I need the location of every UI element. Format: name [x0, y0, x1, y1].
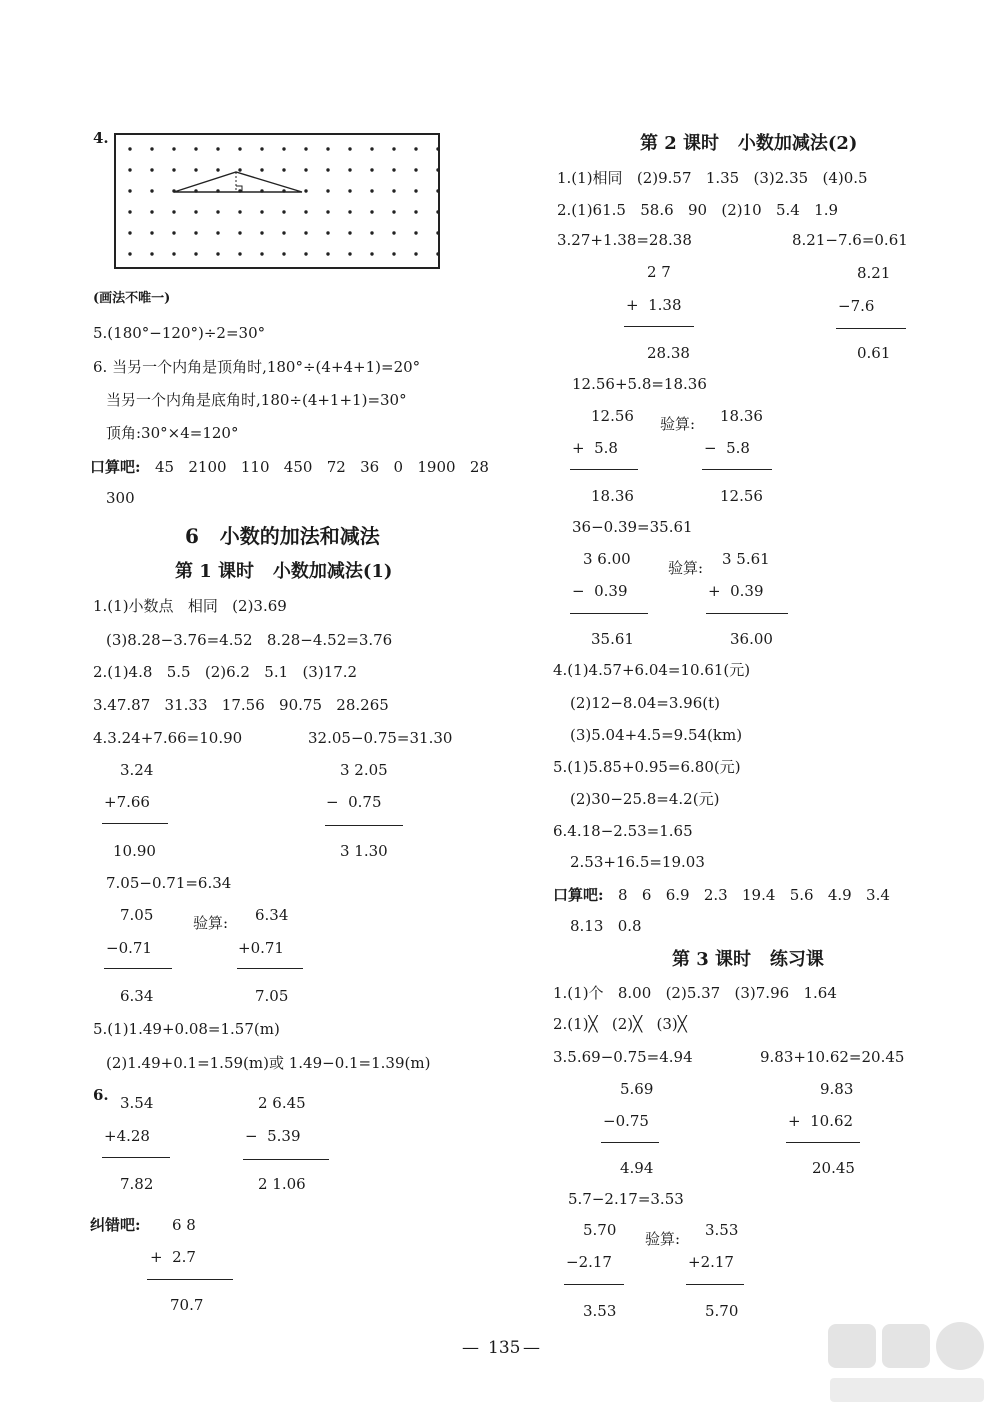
- grid-dot: [282, 252, 285, 255]
- grid-dot: [326, 231, 329, 234]
- grid-dot: [370, 147, 373, 150]
- vertical-4-rule: [237, 968, 303, 969]
- grid-dot: [370, 252, 373, 255]
- kousuan-values-left: 45 2100 110 450 72 36 0 1900 28: [155, 458, 489, 476]
- l2-q2: 2.(1)61.5 58.6 90 (2)10 5.4 1.9: [557, 201, 839, 219]
- s-vertical-1-mid: −0.75: [603, 1112, 649, 1130]
- watermark-tile-3: [936, 1322, 984, 1370]
- l2-q5-b: (2)30−25.8=4.2(元): [570, 790, 720, 808]
- grid-dot: [414, 168, 417, 171]
- vertical-1-result: 10.90: [113, 842, 156, 860]
- watermark-band: [830, 1378, 984, 1402]
- grid-dot: [216, 231, 219, 234]
- s-vertical-3-mid: −2.17: [566, 1253, 612, 1271]
- grid-dot: [348, 252, 351, 255]
- l2-eq4: 36−0.39=35.61: [572, 518, 693, 536]
- vertical-5-result: 7.82: [120, 1175, 154, 1193]
- l3-q3-eq2: 9.83+10.62=20.45: [760, 1048, 905, 1066]
- vertical-3-mid: −0.71: [106, 939, 152, 957]
- grid-dot: [128, 189, 131, 192]
- vertical-4-top: 6.34: [255, 906, 289, 924]
- grid-dot: [150, 252, 153, 255]
- grid-dot: [414, 252, 417, 255]
- l3-q1: 1.(1)个 8.00 (2)5.37 (3)7.96 1.64: [553, 984, 837, 1002]
- vertical-5-rule: [102, 1157, 170, 1158]
- r-vertical-5-top: 3 6.00: [583, 550, 631, 568]
- grid-dot: [238, 210, 241, 213]
- jiucuo-label: 纠错吧:: [90, 1216, 141, 1234]
- page-number-dash-right: —: [523, 1338, 540, 1358]
- grid-dot: [370, 210, 373, 213]
- lesson1-title: 第 1 课时 小数加减法(1): [175, 561, 393, 582]
- grid-dot: [436, 252, 438, 255]
- vertical-7-rule: [147, 1279, 233, 1280]
- s-vertical-3-result: 3.53: [583, 1302, 617, 1320]
- q6-line1: 6. 当另一个内角是顶角时,180°÷(4+4+1)=20°: [93, 358, 421, 376]
- grid-dot: [326, 147, 329, 150]
- grid-dot: [414, 210, 417, 213]
- vertical-2-result: 3 1.30: [340, 842, 388, 860]
- vertical-4-result: 7.05: [255, 987, 289, 1005]
- grid-dot: [304, 168, 307, 171]
- vertical-2-top: 3 2.05: [340, 761, 388, 779]
- grid-dot: [392, 168, 395, 171]
- watermark-tile-1: [828, 1324, 876, 1368]
- l2-q4-b: (2)12−8.04=3.96(t): [570, 694, 720, 712]
- r-vertical-3-top: 12.56: [591, 407, 634, 425]
- vertical-2-mid: − 0.75: [326, 793, 382, 811]
- watermark-logo: [824, 1318, 990, 1408]
- l2-q4-c: (3)5.04+4.5=9.54(km): [570, 726, 743, 744]
- grid-dot: [172, 252, 175, 255]
- s-vertical-2-result: 20.45: [812, 1159, 855, 1177]
- r-vertical-2-top: 8.21: [857, 264, 891, 282]
- page-number-dash-left: —: [462, 1338, 479, 1358]
- vertical-7-mid: + 2.7: [150, 1248, 196, 1266]
- grid-dot: [216, 168, 219, 171]
- grid-dot: [348, 231, 351, 234]
- s-vertical-1-top: 5.69: [620, 1080, 654, 1098]
- grid-dot: [348, 210, 351, 213]
- vertical-7-top: 6 8: [172, 1216, 196, 1234]
- grid-dot: [128, 252, 131, 255]
- r-vertical-5-result: 35.61: [591, 630, 634, 648]
- r-vertical-1-result: 28.38: [647, 344, 690, 362]
- l1-q1-a: 1.(1)小数点 相同 (2)3.69: [93, 597, 287, 615]
- l3-q2: 2.(1)╳ (2)╳ (3)╳: [553, 1015, 687, 1033]
- lesson2-title: 第 2 课时 小数加减法(2): [640, 133, 858, 154]
- page-number: 135: [488, 1338, 521, 1358]
- kousuan-label-right: 口算吧:: [553, 886, 604, 904]
- grid-dot: [304, 252, 307, 255]
- r-vertical-4-mid: − 5.8: [704, 439, 750, 457]
- grid-dot: [128, 231, 131, 234]
- vertical-2-rule: [325, 825, 403, 826]
- vertical-5-top: 3.54: [120, 1094, 154, 1112]
- grid-dot: [260, 210, 263, 213]
- check-label-r3: 验算:: [645, 1230, 681, 1248]
- r-vertical-4-top: 18.36: [720, 407, 763, 425]
- check-label-left: 验算:: [193, 914, 229, 932]
- s-vertical-1-rule: [601, 1142, 659, 1143]
- r-vertical-3-rule: [570, 469, 638, 470]
- r-vertical-2-rule: [836, 328, 906, 329]
- vertical-6-rule: [243, 1159, 329, 1160]
- r-vertical-6-rule: [706, 613, 788, 614]
- r-vertical-5-mid: − 0.39: [572, 582, 628, 600]
- vertical-6-top: 2 6.45: [258, 1094, 306, 1112]
- vertical-7-result: 70.7: [170, 1296, 204, 1314]
- grid-dot: [436, 189, 438, 192]
- l2-q3-eq1: 3.27+1.38=28.38: [557, 231, 692, 249]
- grid-dot: [326, 252, 329, 255]
- vertical-1-top: 3.24: [120, 761, 154, 779]
- grid-dot: [194, 168, 197, 171]
- grid-dot: [216, 147, 219, 150]
- vertical-6-mid: − 5.39: [245, 1127, 301, 1145]
- l2-q6-a: 6.4.18−2.53=1.65: [553, 822, 693, 840]
- q6-line3: 顶角:30°×4=120°: [106, 424, 239, 442]
- grid-dot: [150, 189, 153, 192]
- grid-dot: [194, 210, 197, 213]
- r-vertical-1-top: 2 7: [647, 263, 671, 281]
- r-vertical-1-rule: [624, 326, 694, 327]
- dot-grid-figure: [114, 133, 440, 269]
- l2-q5-a: 5.(1)5.85+0.95=6.80(元): [553, 758, 741, 776]
- kousuan-values-right-2: 8.13 0.8: [570, 917, 642, 935]
- s-vertical-3-top: 5.70: [583, 1221, 617, 1239]
- grid-dot: [392, 231, 395, 234]
- l3-eq5: 5.7−2.17=3.53: [568, 1190, 684, 1208]
- grid-dot: [304, 147, 307, 150]
- grid-dot: [172, 147, 175, 150]
- s-vertical-2-mid: + 10.62: [788, 1112, 854, 1130]
- vertical-3-result: 6.34: [120, 987, 154, 1005]
- grid-dot: [260, 168, 263, 171]
- s-vertical-1-result: 4.94: [620, 1159, 654, 1177]
- q5-text: 5.(180°−120°)÷2=30°: [93, 324, 266, 342]
- grid-dot: [150, 168, 153, 171]
- vertical-3-top: 7.05: [120, 906, 154, 924]
- grid-dot: [282, 147, 285, 150]
- grid-dot: [326, 168, 329, 171]
- s-vertical-4-top: 3.53: [705, 1221, 739, 1239]
- r-vertical-3-result: 18.36: [591, 487, 634, 505]
- r-vertical-2-result: 0.61: [857, 344, 891, 362]
- r-vertical-2-mid: −7.6: [838, 297, 875, 315]
- l1-q5-b: (2)1.49+0.1=1.59(m)或 1.49−0.1=1.39(m): [106, 1054, 431, 1072]
- l1-q2: 2.(1)4.8 5.5 (2)6.2 5.1 (3)17.2: [93, 663, 358, 681]
- grid-dot: [238, 252, 241, 255]
- r-vertical-6-result: 36.00: [730, 630, 773, 648]
- grid-dot: [216, 210, 219, 213]
- grid-dot: [436, 231, 438, 234]
- grid-dot: [282, 231, 285, 234]
- q4-note: (画法不唯一): [93, 291, 171, 306]
- grid-dot: [370, 189, 373, 192]
- r-vertical-6-top: 3 5.61: [722, 550, 770, 568]
- grid-dot: [414, 189, 417, 192]
- grid-dot: [260, 252, 263, 255]
- isosceles-triangle: [174, 172, 302, 192]
- grid-dot: [238, 147, 241, 150]
- grid-dot: [436, 147, 438, 150]
- grid-dot: [260, 147, 263, 150]
- grid-dot: [216, 252, 219, 255]
- s-vertical-2-rule: [786, 1142, 860, 1143]
- grid-dot: [194, 252, 197, 255]
- l1-q6-label: 6.: [93, 1086, 109, 1104]
- grid-dot: [128, 147, 131, 150]
- grid-dot: [172, 210, 175, 213]
- l2-q3-eq2: 8.21−7.6=0.61: [792, 231, 908, 249]
- l2-q1: 1.(1)相同 (2)9.57 1.35 (3)2.35 (4)0.5: [557, 169, 868, 187]
- grid-dot: [260, 231, 263, 234]
- grid-dot: [150, 231, 153, 234]
- grid-dot: [238, 168, 241, 171]
- grid-dot: [172, 231, 175, 234]
- grid-dot: [414, 231, 417, 234]
- vertical-4-mid: +0.71: [238, 939, 284, 957]
- grid-dot: [392, 210, 395, 213]
- l2-q6-b: 2.53+16.5=19.03: [570, 853, 705, 871]
- check-label-r1: 验算:: [660, 415, 696, 433]
- l2-q4-a: 4.(1)4.57+6.04=10.61(元): [553, 661, 751, 679]
- grid-dot: [238, 231, 241, 234]
- kousuan-values-left-2: 300: [106, 489, 135, 507]
- r-vertical-5-rule: [570, 613, 648, 614]
- s-vertical-2-top: 9.83: [820, 1080, 854, 1098]
- l1-q5-a: 5.(1)1.49+0.08=1.57(m): [93, 1020, 280, 1038]
- grid-dot: [392, 147, 395, 150]
- chapter-title: 6 小数的加法和减法: [185, 524, 380, 548]
- vertical-5-mid: +4.28: [104, 1127, 150, 1145]
- grid-dot: [282, 210, 285, 213]
- grid-dot: [194, 231, 197, 234]
- s-vertical-4-rule: [686, 1284, 744, 1285]
- watermark-tile-2: [882, 1324, 930, 1368]
- grid-dot: [172, 168, 175, 171]
- vertical-1-mid: +7.66: [104, 793, 150, 811]
- grid-dot: [348, 168, 351, 171]
- r-vertical-6-mid: + 0.39: [708, 582, 764, 600]
- l1-q4-eq1: 4.3.24+7.66=10.90: [93, 729, 243, 747]
- grid-dot: [348, 147, 351, 150]
- r-vertical-3-mid: + 5.8: [572, 439, 618, 457]
- grid-dot: [304, 231, 307, 234]
- s-vertical-4-result: 5.70: [705, 1302, 739, 1320]
- grid-dot: [150, 210, 153, 213]
- grid-dot: [150, 147, 153, 150]
- grid-dot: [282, 168, 285, 171]
- lesson3-title: 第 3 课时 练习课: [672, 949, 824, 970]
- q4-label: 4.: [93, 129, 109, 147]
- grid-dot: [128, 168, 131, 171]
- grid-dot: [414, 147, 417, 150]
- r-vertical-4-result: 12.56: [720, 487, 763, 505]
- grid-dot: [128, 210, 131, 213]
- r-vertical-1-mid: + 1.38: [626, 296, 682, 314]
- grid-dot: [326, 189, 329, 192]
- grid-dot: [436, 168, 438, 171]
- grid-dot: [194, 147, 197, 150]
- l1-eq3: 7.05−0.71=6.34: [106, 874, 232, 892]
- grid-dot: [370, 168, 373, 171]
- grid-dot: [436, 210, 438, 213]
- check-label-r2: 验算:: [668, 559, 704, 577]
- l2-eq3: 12.56+5.8=18.36: [572, 375, 707, 393]
- grid-dot: [304, 210, 307, 213]
- grid-dot: [392, 252, 395, 255]
- l1-q3: 3.47.87 31.33 17.56 90.75 28.265: [93, 696, 389, 714]
- grid-dot: [326, 210, 329, 213]
- l1-q4-eq2: 32.05−0.75=31.30: [308, 729, 453, 747]
- vertical-6-result: 2 1.06: [258, 1175, 306, 1193]
- kousuan-label-left: 口算吧:: [90, 458, 141, 476]
- l3-q3-eq1: 3.5.69−0.75=4.94: [553, 1048, 693, 1066]
- r-vertical-4-rule: [702, 469, 772, 470]
- grid-dot: [348, 189, 351, 192]
- vertical-3-rule: [104, 968, 172, 969]
- vertical-1-rule: [102, 823, 168, 824]
- grid-dot: [304, 189, 307, 192]
- s-vertical-3-rule: [564, 1284, 624, 1285]
- grid-dot: [370, 231, 373, 234]
- triangle-on-dot-grid: [116, 135, 438, 267]
- kousuan-values-right: 8 6 6.9 2.3 19.4 5.6 4.9 3.4: [618, 886, 890, 904]
- l1-q1-b: (3)8.28−3.76=4.52 8.28−4.52=3.76: [106, 631, 393, 649]
- q6-line2: 当另一个内角是底角时,180÷(4+1+1)=30°: [106, 391, 407, 409]
- grid-dot: [392, 189, 395, 192]
- s-vertical-4-mid: +2.17: [688, 1253, 734, 1271]
